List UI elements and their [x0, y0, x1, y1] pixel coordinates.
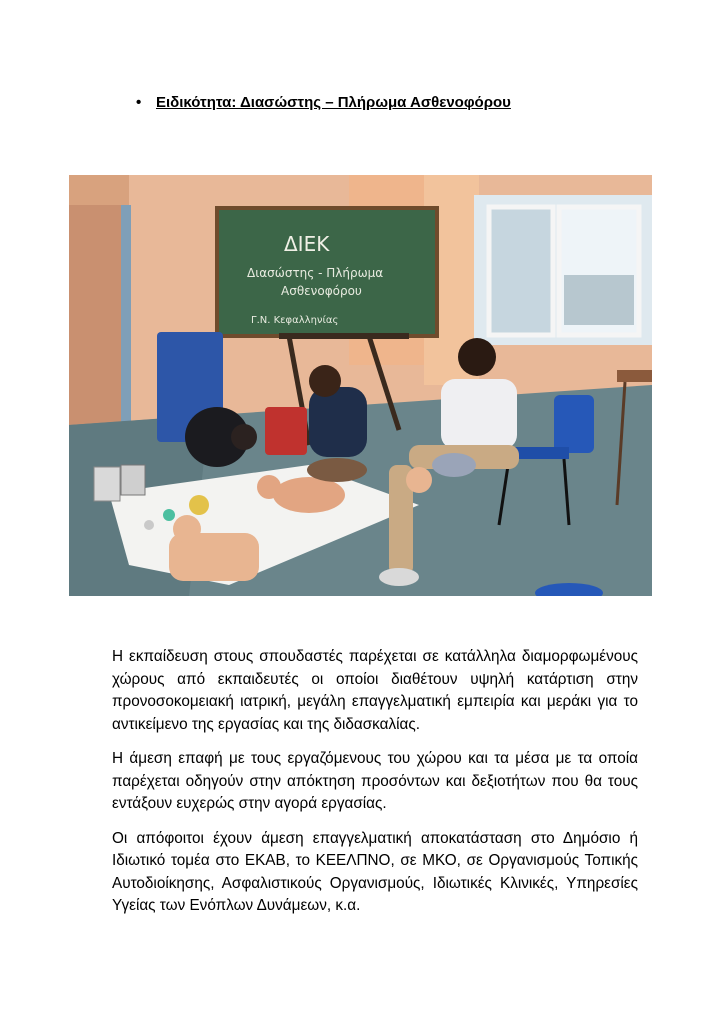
paragraph-2: Η άμεση επαφή με τους εργαζόμενους του χώρου και τα μέσα με τα οποία παρέχεται οδηγούν στην απόκτηση προσόντων και δεξιοτήτων που θα τους εντάξουν ευχερώς στην αγορά εργασίας.	[112, 750, 638, 812]
chalkboard-line-4: Γ.Ν. Κεφαλληνίας	[251, 315, 339, 326]
chalkboard-line-1: ΔΙΕΚ	[284, 232, 330, 256]
paragraph-1: Η εκπαίδευση στους σπουδαστές παρέχεται σε κατάλληλα διαμορφωμένους χώρους από εκπαιδευτές οι οποίοι διαθέτουν υψηλή κατάρτιση στην προνοσοκομειακή ιατρική, μεγάλη επαγγελματική εμπειρία και μεράκι για το αντικείμενο της εργασίας και της διδασκαλίας.	[112, 648, 638, 733]
bullet-icon: •	[136, 94, 142, 111]
chalkboard-line-3: Ασθενοφόρου	[281, 284, 362, 298]
section-heading	[136, 94, 511, 111]
body-text	[112, 646, 638, 930]
paragraph-3: Οι απόφοιτοι έχουν άμεση επαγγελματική αποκατάσταση στο Δημόσιο ή Ιδιωτικό τομέα στο ΕΚΑΒ, το ΚΕΕΛΠΝΟ, σε ΜΚΟ, σε Οργανισμούς Τοπικής Αυτοδιοίκησης, Ασφαλιστικούς Οργανισμούς, Ιδιωτικές Κλινικές, Υπηρεσίες Υγείας των Ενόπλων Δυνάμεων, κ.α.	[112, 829, 638, 914]
chalkboard-line-2: Διασώστης - Πλήρωμα	[247, 266, 384, 280]
heading-title: Ειδικότητα: Διασώστης – Πλήρωμα Ασθενοφόρου	[156, 94, 511, 111]
training-photo	[69, 175, 652, 596]
